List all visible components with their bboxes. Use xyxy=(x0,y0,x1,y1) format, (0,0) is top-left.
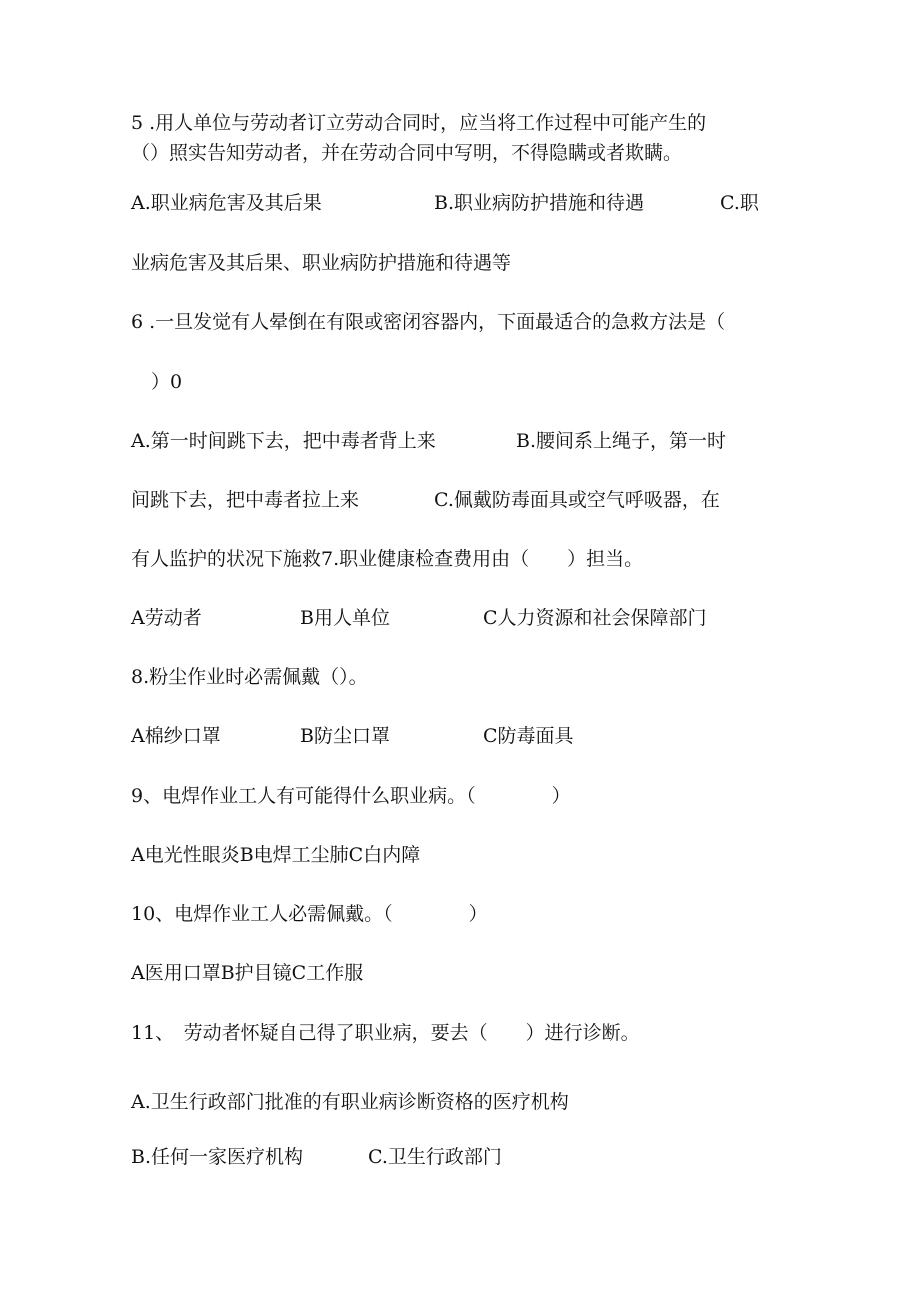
q5-option-a: A.职业病危害及其后果 xyxy=(131,192,322,214)
q5-text-line-1: 5 .用人单位与劳动者订立劳动合同时，应当将工作过程中可能产生的 xyxy=(131,112,707,134)
q6-option-b-start: B.腰间系上绳子，第一时 xyxy=(516,430,727,452)
q11-option-b: B.任何一家医疗机构 xyxy=(131,1146,304,1168)
q6-option-c-start: C.佩戴防毒面具或空气呼吸器，在 xyxy=(434,489,720,511)
q6-text-line-1: 6 .一旦发觉有人晕倒在有限或密闭容器内，下面最适合的急救方法是（ xyxy=(131,311,726,333)
q5-option-b: B.职业病防护措施和待遇 xyxy=(434,192,645,214)
q11-option-a: A.卫生行政部门批准的有职业病诊断资格的医疗机构 xyxy=(131,1091,569,1113)
q6-text-line-2: ）0 xyxy=(151,371,183,393)
q7-option-a: A劳动者 xyxy=(131,607,202,629)
q7-option-b: B用人单位 xyxy=(300,607,390,629)
q8-option-a: A棉纱口罩 xyxy=(131,725,221,747)
q6-option-a: A.第一时间跳下去，把中毒者背上来 xyxy=(131,430,436,452)
q7-option-c: C人力资源和社会保障部门 xyxy=(483,607,707,629)
q10-text: 10、电焊作业工人必需佩戴。（ ） xyxy=(131,903,488,925)
q5-text-line-2: （）照实告知劳动者，并在劳动合同中写明，不得隐瞒或者欺瞒。 xyxy=(131,142,683,164)
q8-text: 8.粉尘作业时必需佩戴（）。 xyxy=(131,666,368,688)
q5-option-c-continued: 业病危害及其后果、职业病防护措施和待遇等 xyxy=(131,252,512,274)
q6-option-b-continued: 间跳下去，把中毒者拉上来 xyxy=(131,489,360,511)
q9-options: A电光性眼炎B电焊工尘肺C白内障 xyxy=(131,844,421,866)
q11-text: 11、 劳动者怀疑自己得了职业病，要去（ ）进行诊断。 xyxy=(131,1022,640,1044)
q9-text: 9、电焊作业工人有可能得什么职业病。（ ） xyxy=(131,785,571,807)
q5-option-c-start: C.职 xyxy=(720,192,759,214)
q10-options: A医用口罩B护目镜C工作服 xyxy=(131,962,364,984)
q11-option-c: C.卫生行政部门 xyxy=(368,1146,502,1168)
q8-option-b: B防尘口罩 xyxy=(300,725,390,747)
q6-option-c-continued-and-q7: 有人监护的状况下施救7.职业健康检查费用由（ ）担当。 xyxy=(131,548,644,570)
q8-option-c: C防毒面具 xyxy=(483,725,574,747)
